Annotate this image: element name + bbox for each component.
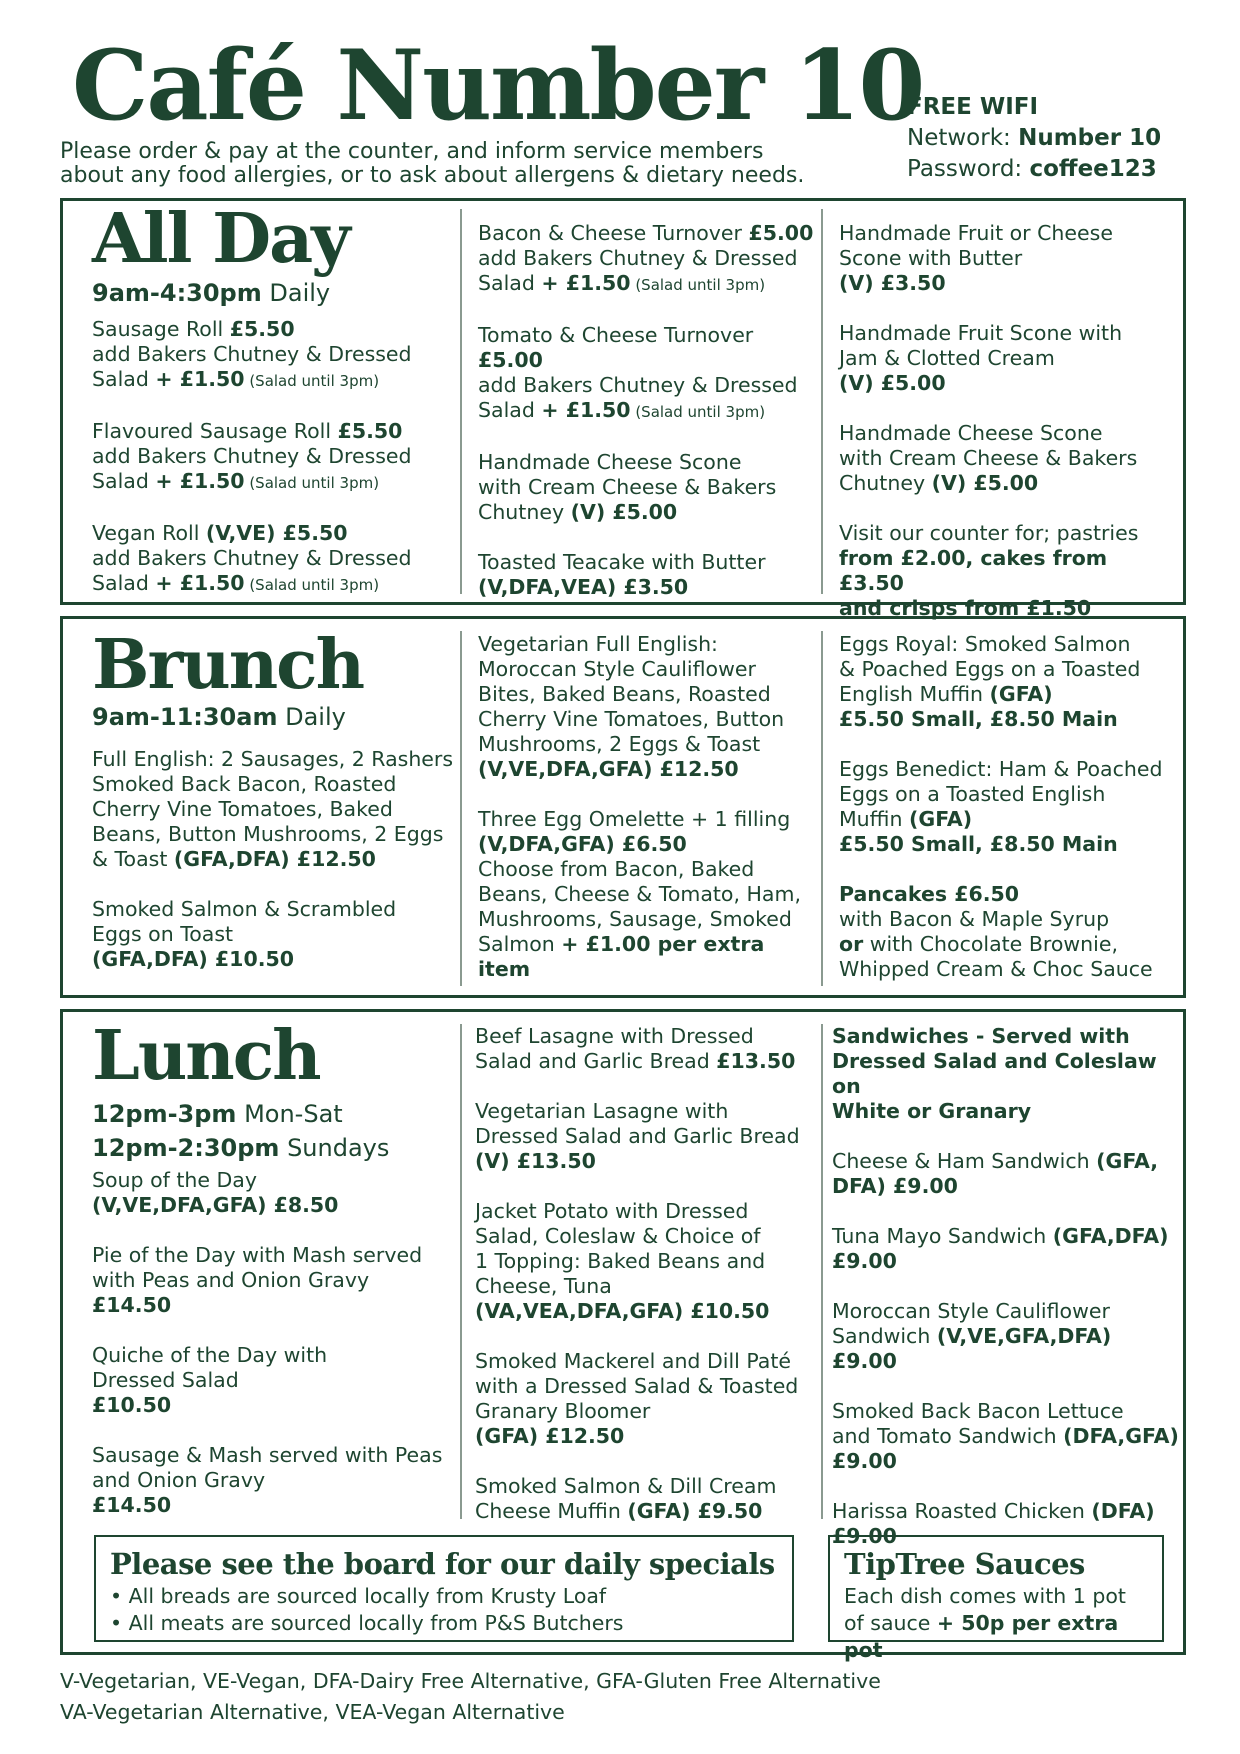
lunch-column-2	[475, 1024, 820, 1549]
wifi-info	[907, 92, 1161, 185]
menu-item: Cheese & Ham Sandwich (GFA, DFA) £9.00	[832, 1149, 1159, 1198]
menu-item: Toasted Teacake with Butter (V,DFA,VEA) £3.50	[478, 550, 766, 599]
menu-item: Eggs Benedict: Ham & Poached Eggs on a Toasted English Muffin (GFA) £5.50 Small, £8.50 Main	[839, 757, 1163, 856]
menu-item: Flavoured Sausage Roll £5.50 add Bakers Chutney & Dressed Salad + £1.50 (Salad until 3pm)	[92, 419, 412, 493]
lunch-column-3	[832, 1024, 1184, 1574]
daily-specials-box	[94, 1535, 794, 1642]
all-day-column-1	[92, 199, 452, 623]
lunch-column-1	[92, 1016, 457, 1543]
sauces-text: of sauce + 50p per extra pot	[844, 1611, 1119, 1662]
brunch-column-1	[92, 625, 457, 997]
wifi-network	[907, 123, 1161, 154]
section-title: Lunch	[92, 1016, 320, 1096]
menu-item: Jacket Potato with Dressed Salad, Coleslaw & Choice of 1 Topping: Baked Beans and Cheese, Tuna (VA,VEA,DFA,GFA) £10.50	[475, 1199, 770, 1323]
all-day-column-3	[839, 221, 1179, 646]
menu-item: Handmade Cheese Scone with Cream Cheese & Bakers Chutney (V) £5.00	[839, 421, 1138, 495]
sauces-box	[828, 1535, 1164, 1662]
dietary-legend	[60, 1666, 881, 1728]
legend-line: V-Vegetarian, VE-Vegan, DFA-Dairy Free Alternative, GFA-Gluten Free Alternative	[60, 1669, 881, 1693]
menu-item: Bacon & Cheese Turnover £5.00 add Bakers Chutney & Dressed Salad + £1.50 (Salad until 3pm)	[478, 221, 814, 295]
menu-item: Sausage & Mash served with Peas and Onion Gravy £14.50	[92, 1443, 443, 1517]
menu-item: Moroccan Style Cauliflower Sandwich (V,VE,GFA,DFA) £9.00	[832, 1299, 1112, 1373]
section-title: All Day	[92, 199, 349, 279]
cafe-title: Café Number 10	[72, 29, 924, 142]
specials-bullet: • All breads are sourced locally from Krusty Loaf	[110, 1584, 607, 1608]
menu-item: Eggs Royal: Smoked Salmon & Poached Eggs on a Toasted English Muffin (GFA) £5.50 Small, £8.50 Main	[839, 632, 1141, 731]
menu-item: Full English: 2 Sausages, 2 Rashers Smoked Back Bacon, Roasted Cherry Vine Tomatoes, Baked Beans, Button Mushrooms, 2 Eggs & Toast (GFA,DFA) £12.50	[92, 747, 454, 871]
brunch-column-3	[839, 632, 1184, 1007]
column-divider	[460, 1024, 462, 1519]
section-title: Brunch	[92, 625, 364, 705]
counter-note: Visit our counter for; pastries from £2.00, cakes from £3.50 and crisps from £1.50	[839, 521, 1139, 620]
section-hours: 12pm-3pm Mon-Sat	[92, 1100, 343, 1128]
menu-item: Handmade Fruit or Cheese Scone with Butter (V) £3.50	[839, 221, 1113, 295]
intro-line: Please order & pay at the counter, and inform service members	[60, 139, 764, 164]
wifi-title: FREE WIFI	[907, 94, 1039, 120]
menu-item: Three Egg Omelette + 1 filling (V,DFA,GFA) £6.50 Choose from Bacon, Baked Beans, Cheese & Tomato, Ham, Mushrooms, Sausage, Smoked Salmon + £1.00 per extra item	[478, 807, 801, 981]
brunch-column-2	[478, 632, 823, 1007]
specials-bullet: • All meats are sourced locally from P&S Butchers	[110, 1611, 624, 1635]
intro-line: about any food allergies, or to ask about allergens & dietary needs.	[60, 163, 805, 188]
menu-item: Sausage Roll £5.50 add Bakers Chutney & Dressed Salad + £1.50 (Salad until 3pm)	[92, 317, 412, 391]
network-label: Network:	[907, 125, 1011, 151]
menu-item: Harissa Roasted Chicken (DFA) £9.00	[832, 1499, 1155, 1548]
menu-item: Handmade Fruit Scone with Jam & Clotted Cream (V) £5.00	[839, 321, 1123, 395]
menu-item: Handmade Cheese Scone with Cream Cheese & Bakers Chutney (V) £5.00	[478, 450, 777, 524]
sauces-heading: TipTree Sauces	[844, 1547, 1085, 1581]
menu-item: Pie of the Day with Mash served with Peas and Onion Gravy £14.50	[92, 1243, 423, 1317]
sauces-text: Each dish comes with 1 pot	[844, 1584, 1126, 1608]
specials-heading: Please see the board for our daily specials	[110, 1547, 775, 1581]
menu-item: Tomato & Cheese Turnover £5.00 add Bakers Chutney & Dressed Salad + £1.50 (Salad until 3pm)	[478, 323, 798, 422]
menu-item: Smoked Mackerel and Dill Paté with a Dressed Salad & Toasted Granary Bloomer (GFA) £12.50	[475, 1349, 799, 1448]
column-divider	[460, 631, 462, 986]
password-value: coffee123	[1029, 156, 1157, 182]
all-day-section	[60, 198, 1186, 620]
column-divider	[460, 209, 462, 594]
menu-item: Vegan Roll (V,VE) £5.50 add Bakers Chutney & Dressed Salad + £1.50 (Salad until 3pm)	[92, 521, 412, 595]
menu-item: Soup of the Day (V,VE,DFA,GFA) £8.50	[92, 1168, 339, 1217]
legend-line: VA-Vegetarian Alternative, VEA-Vegan Alternative	[60, 1700, 565, 1724]
brunch-section	[60, 616, 1186, 998]
section-hours: 9am-4:30pm Daily	[92, 279, 331, 307]
lunch-section	[60, 1009, 1186, 1662]
password-label: Password:	[907, 156, 1023, 182]
menu-item: Smoked Back Bacon Lettuce and Tomato Sandwich (DFA,GFA) £9.00	[832, 1399, 1179, 1473]
menu-item: Vegetarian Lasagne with Dressed Salad and Garlic Bread (V) £13.50	[475, 1099, 800, 1173]
sandwiches-heading: Sandwiches - Served with Dressed Salad and Coleslaw on White or Granary	[832, 1024, 1157, 1123]
column-divider	[821, 1024, 823, 1519]
network-value: Number 10	[1018, 125, 1162, 151]
section-hours: 9am-11:30am Daily	[92, 703, 346, 731]
menu-item: Tuna Mayo Sandwich (GFA,DFA) £9.00	[832, 1224, 1169, 1273]
section-hours: 12pm-2:30pm Sundays	[92, 1134, 390, 1162]
ordering-instructions	[60, 140, 860, 188]
menu-item: Beef Lasagne with Dressed Salad and Garlic Bread £13.50	[475, 1024, 796, 1073]
menu-item: Smoked Salmon & Dill Cream Cheese Muffin (GFA) £9.50	[475, 1474, 777, 1523]
menu-item: Pancakes £6.50 with Bacon & Maple Syrup or with Chocolate Brownie, Whipped Cream & Choc Sauce	[839, 882, 1153, 981]
wifi-password	[907, 154, 1161, 185]
menu-item: Quiche of the Day with Dressed Salad £10.50	[92, 1343, 328, 1417]
menu-item: Vegetarian Full English: Moroccan Style Cauliflower Bites, Baked Beans, Roasted Cherry Vine Tomatoes, Button Mushrooms, 2 Eggs & Toast (V,VE,DFA,GFA) £12.50	[478, 632, 785, 781]
all-day-column-2	[478, 221, 823, 625]
menu-item: Smoked Salmon & Scrambled Eggs on Toast (GFA,DFA) £10.50	[92, 897, 397, 971]
